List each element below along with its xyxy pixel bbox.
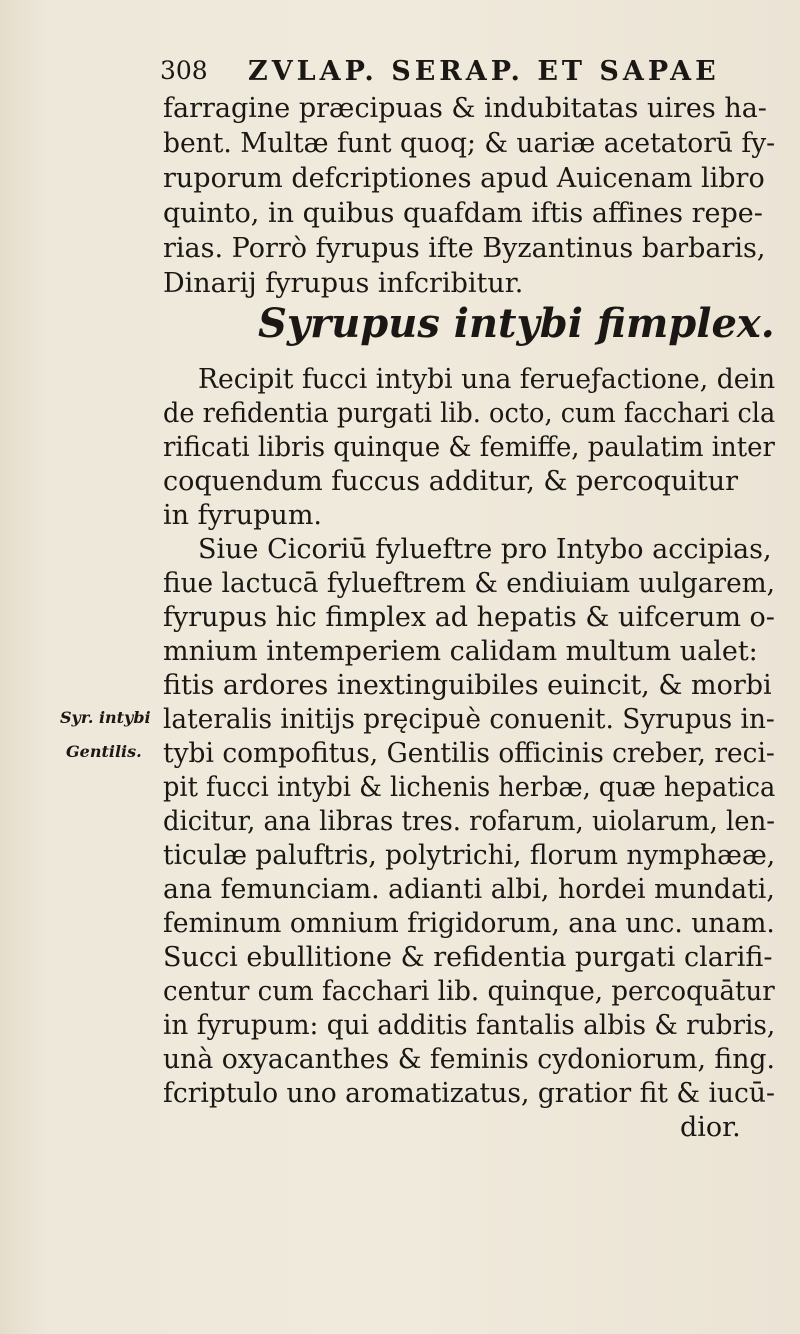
text-line: fyrupus hic fimplex ad hepatis & uifcerum o- <box>163 602 775 633</box>
margin-note: Gentilis. <box>66 742 142 761</box>
text-line: ticulæ paluftris, polytrichi, florum nymphææ, <box>163 840 776 871</box>
margin-note: Syr. intybi <box>60 708 151 727</box>
text-line: Recipit fucci intybi una ferueƒactione, dein <box>198 364 776 395</box>
text-line: farragine præcipuas & indubitatas uires ha- <box>163 93 767 124</box>
text-line: dicitur, ana libras tres. rofarum, uiolarum, len- <box>163 806 775 837</box>
text-line: fcriptulo uno aromatizatus, gratior fit & iucū- <box>163 1078 775 1109</box>
text-line: Succi ebullitione & refidentia purgati clarifi- <box>163 942 773 973</box>
text-line: dior. <box>680 1112 741 1143</box>
text-line: lateralis initijs pręcipuè conuenit. Syrupus in- <box>163 704 775 735</box>
text-line: coquendum fuccus additur, & percoquitur <box>163 466 738 497</box>
text-line: quinto, in quibus quafdam iftis affines repe- <box>163 198 763 229</box>
text-line: in fyrupum. <box>163 500 323 531</box>
running-title: ZVLAP. SERAP. ET SAPAE <box>248 56 720 87</box>
text-line: unà oxyacanthes & feminis cydoniorum, fing. <box>163 1044 775 1075</box>
text-line: tybi compofitus, Gentilis officinis creber, reci- <box>163 738 775 769</box>
text-line: centur cum facchari lib. quinque, percoquātur <box>163 976 775 1007</box>
text-line: ruporum defcriptiones apud Auicenam libro <box>163 163 765 194</box>
text-line: pit fucci intybi & lichenis herbæ, quæ hepatica <box>163 772 776 803</box>
page-number: 308 <box>160 56 208 85</box>
text-line: ana femunciam. adianti albi, hordei mundati, <box>163 874 775 905</box>
text-line: rificati libris quinque & femiffe, paulatim inter <box>163 432 775 463</box>
page-header <box>160 56 760 92</box>
text-line: Dinarij fyrupus infcribitur. <box>163 268 524 299</box>
section-heading: Syrupus intybi fimplex. <box>258 300 775 347</box>
text-line: rias. Porrò fyrupus ifte Byzantinus barbaris, <box>163 233 766 264</box>
text-line: in fyrupum: qui additis fantalis albis & rubris, <box>163 1010 776 1041</box>
text-line: fiue lactucā fylueftrem & endiuiam uulgarem, <box>163 568 776 599</box>
text-line: feminum omnium frigidorum, ana unc. unam. <box>163 908 775 939</box>
text-line: mnium intemperiem calidam multum ualet: <box>163 636 758 667</box>
text-line: Siue Cicoriū fylueftre pro Intybo accipias, <box>198 534 772 565</box>
text-line: fitis ardores inextinguibiles euincit, & morbi <box>163 670 772 701</box>
text-line: bent. Multæ funt quoq; & uariæ acetatorū fy- <box>163 128 776 159</box>
text-line: de refidentia purgati lib. octo, cum facchari cla <box>163 398 776 429</box>
